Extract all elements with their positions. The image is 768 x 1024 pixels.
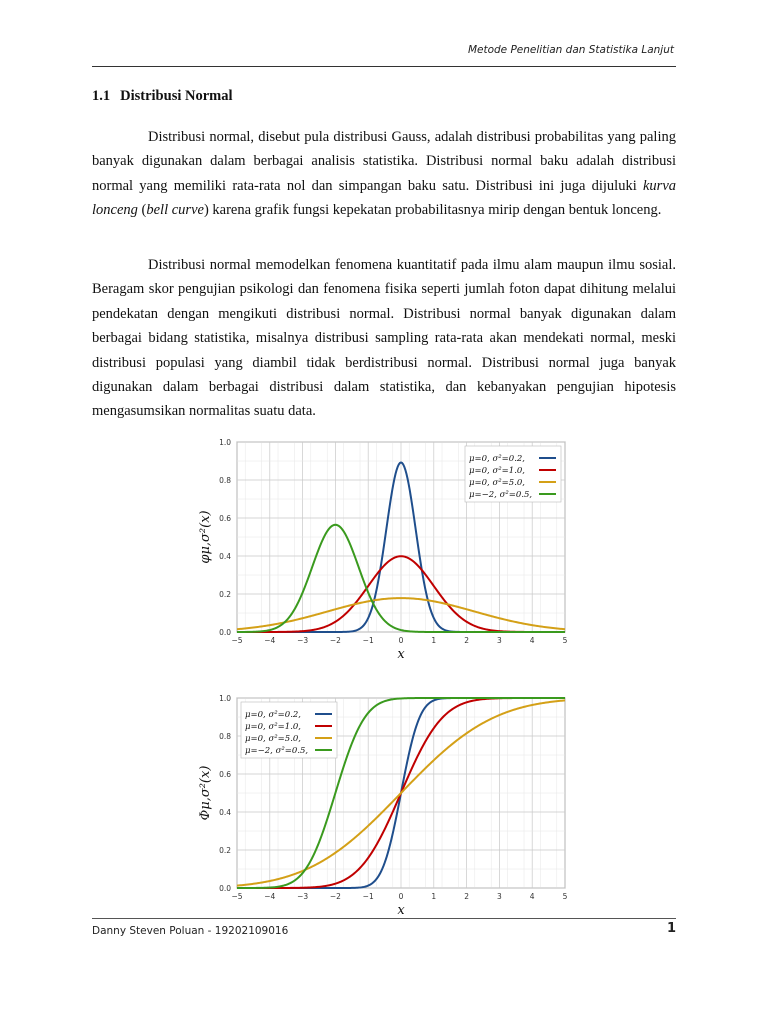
x-tick-label: −3 (297, 892, 309, 901)
x-tick-label: 5 (562, 636, 568, 645)
footer-author: Danny Steven Poluan - 19202109016 (92, 925, 289, 937)
x-tick-label: −1 (362, 892, 374, 901)
x-tick-label: 4 (529, 892, 535, 901)
x-axis-label: x (397, 903, 405, 918)
section-title: Distribusi Normal (120, 88, 233, 104)
x-tick-label: 3 (497, 892, 502, 901)
y-tick-label: 0.2 (219, 846, 231, 855)
legend-entry-label: μ=0, σ²=0.2, (245, 710, 302, 720)
y-tick-label: 0.0 (219, 628, 231, 637)
pdf-figure (195, 432, 575, 662)
x-tick-label: −4 (264, 892, 276, 901)
x-tick-label: 2 (464, 636, 469, 645)
p1-text-b: ( (137, 202, 147, 219)
running-header: Metode Penelitian dan Statistika Lanjut (467, 44, 674, 56)
legend-entry-label: μ=0, σ²=1.0, (469, 466, 526, 476)
cdf-figure (195, 688, 575, 918)
y-tick-label: 0.8 (219, 476, 231, 485)
y-tick-label: 0.2 (219, 590, 231, 599)
x-tick-label: 2 (464, 892, 469, 901)
paragraph-1 (92, 125, 676, 223)
x-tick-label: −5 (231, 636, 243, 645)
x-tick-label: −3 (297, 636, 309, 645)
legend-entry-label: μ=−2, σ²=0.5, (469, 490, 533, 500)
y-tick-label: 1.0 (219, 694, 231, 703)
x-tick-label: −4 (264, 636, 276, 645)
cdf-chart (195, 688, 575, 918)
x-tick-label: 4 (529, 636, 535, 645)
footer-rule (92, 918, 676, 919)
y-axis-label: φμ,σ²(x) (198, 510, 213, 564)
x-tick-label: −2 (329, 892, 341, 901)
legend-entry-label: μ=0, σ²=0.2, (469, 454, 526, 464)
paragraph-2-text: Distribusi normal memodelkan fenomena kuantitatif pada ilmu alam maupun ilmu sosial. Beragam skor pengujian psikologi dan fenomena fisika seperti jumlah foton dapat dihitung melalui pendekatan dengan mengikuti distribusi normal. Distribusi normal banyak digunakan dalam berbagai bidang statistika, misalnya distribusi sampling rata-rata akan mendekati normal, meski distribusi populasi yang diambil tidak berdistribusi normal. Distribusi normal juga banyak digunakan dalam berbagai distribusi dalam statistika, dan kebanyakan pengujian hipotesis mengasumsikan normalitas suatu data. (92, 257, 676, 420)
y-tick-label: 0.6 (219, 514, 231, 523)
p1-text-a: Distribusi normal, disebut pula distribusi Gauss, adalah distribusi probabilitas yang paling banyak digunakan dalam berbagai analisis statistika. Distribusi normal baku adalah distribusi normal yang memiliki rata-rata nol dan simpangan baku satu. Distribusi ini juga dijuluki (92, 129, 676, 194)
y-tick-label: 0.8 (219, 732, 231, 741)
x-tick-label: −5 (231, 892, 243, 901)
x-tick-label: 3 (497, 636, 502, 645)
section-number: 1.1 (92, 88, 111, 104)
p1-em-kurva: kurva lonceng (92, 177, 676, 219)
x-tick-label: 1 (431, 636, 437, 645)
y-tick-label: 0.4 (219, 552, 231, 561)
legend (465, 446, 561, 502)
legend-entry-label: μ=0, σ²=5.0, (245, 734, 302, 744)
y-axis-label: Φμ,σ²(x) (198, 765, 213, 821)
x-tick-label: −2 (329, 636, 341, 645)
x-tick-label: 1 (431, 892, 437, 901)
y-tick-label: 1.0 (219, 438, 231, 447)
y-tick-label: 0.0 (219, 884, 231, 893)
legend-entry-label: μ=−2, σ²=0.5, (245, 746, 309, 756)
p1-text-c: ) karena grafik fungsi kepekatan probabilitasnya mirip dengan bentuk lonceng. (203, 202, 662, 219)
x-tick-label: 0 (398, 892, 404, 901)
legend-entry-label: μ=0, σ²=5.0, (469, 478, 526, 488)
legend (241, 702, 337, 758)
x-axis-label: x (397, 647, 405, 662)
p1-em-bell: bell curve (146, 202, 204, 219)
y-tick-label: 0.4 (219, 808, 231, 817)
y-tick-label: 0.6 (219, 770, 231, 779)
x-tick-label: −1 (362, 636, 374, 645)
section-heading (92, 88, 233, 105)
legend-entry-label: μ=0, σ²=1.0, (245, 722, 302, 732)
paragraph-2 (92, 253, 676, 424)
x-tick-label: 5 (562, 892, 568, 901)
page-number: 1 (666, 921, 676, 936)
pdf-chart (195, 432, 575, 662)
x-tick-label: 0 (398, 636, 404, 645)
header-rule (92, 66, 676, 67)
